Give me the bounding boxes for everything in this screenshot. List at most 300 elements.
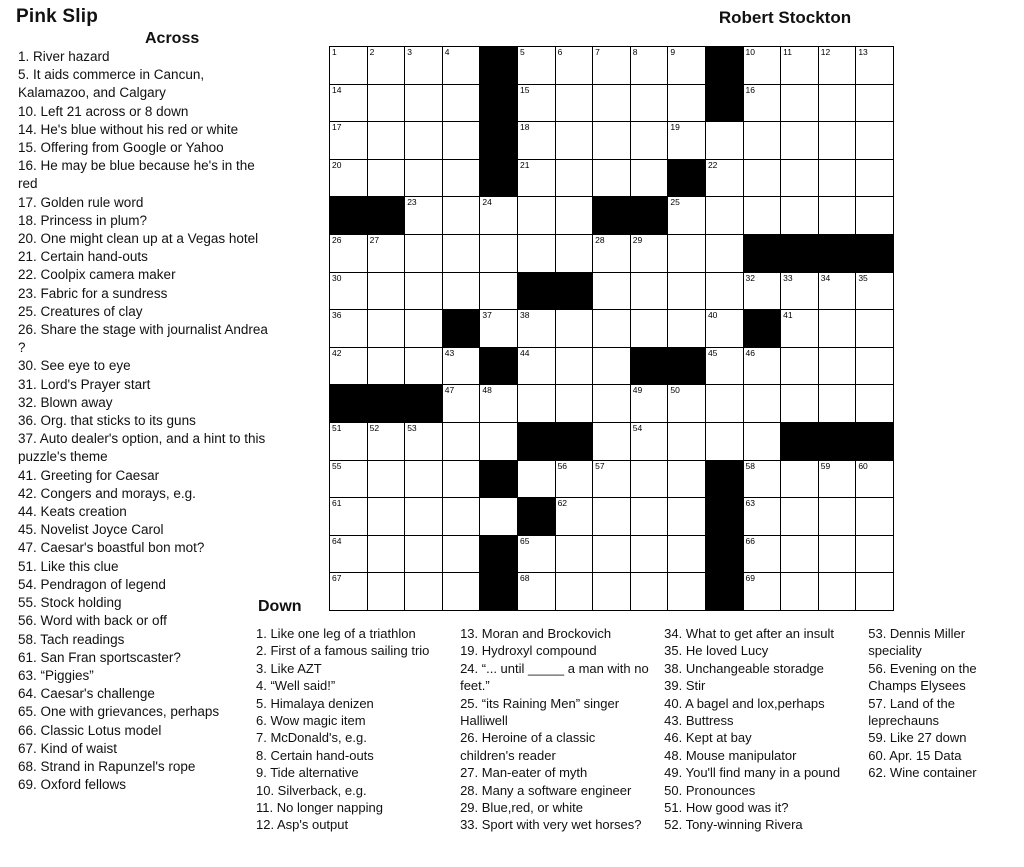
grid-cell-number: 23: [407, 197, 417, 208]
across-clue: 10. Left 21 across or 8 down: [18, 103, 189, 119]
grid-cell[interactable]: [405, 197, 443, 235]
grid-cell[interactable]: [743, 47, 781, 85]
grid-cell[interactable]: [480, 422, 518, 460]
grid-cell[interactable]: [405, 498, 443, 536]
grid-cell[interactable]: [517, 234, 555, 272]
across-clue: 22. Coolpix camera maker: [18, 267, 176, 283]
grid-cell[interactable]: [442, 84, 480, 122]
grid-cell[interactable]: [630, 159, 668, 197]
grid-row: [330, 47, 894, 85]
grid-cell[interactable]: [555, 460, 593, 498]
down-clue: 29. Blue,red, or white: [460, 800, 583, 816]
grid-cell[interactable]: [593, 47, 631, 85]
grid-cell[interactable]: [856, 535, 894, 573]
grid-cell[interactable]: [705, 347, 743, 385]
grid-cell-number: 48: [482, 385, 492, 396]
down-clue: 11. No longer napping: [256, 800, 383, 816]
grid-cell[interactable]: [593, 535, 631, 573]
grid-cell-number: 46: [745, 347, 755, 358]
grid-cell[interactable]: [555, 84, 593, 122]
grid-block: [330, 197, 368, 235]
down-clue: 10. Silverback, e.g.: [256, 782, 367, 798]
down-clue: 57. Land of the leprechauns: [868, 695, 955, 729]
grid-cell[interactable]: [405, 573, 443, 611]
grid-cell[interactable]: [668, 272, 706, 310]
grid-cell-number: 18: [519, 122, 530, 133]
across-clue: 66. Classic Lotus model: [18, 722, 162, 738]
grid-cell[interactable]: [818, 272, 856, 310]
grid-cell[interactable]: [630, 385, 668, 423]
grid-cell-number: 38: [519, 310, 530, 321]
grid-cell[interactable]: [480, 385, 518, 423]
grid-cell[interactable]: [856, 47, 894, 85]
grid-cell[interactable]: [330, 234, 368, 272]
grid-cell-number: 63: [745, 498, 755, 509]
grid-cell[interactable]: [517, 47, 555, 85]
grid-block: [480, 47, 518, 85]
across-clue: 21. Certain hand-outs: [18, 249, 148, 265]
grid-cell[interactable]: [705, 385, 743, 423]
grid-cell[interactable]: [593, 460, 631, 498]
grid-cell[interactable]: [330, 347, 368, 385]
grid-cell[interactable]: [781, 310, 819, 348]
grid-cell[interactable]: [818, 122, 856, 160]
grid-cell[interactable]: [442, 385, 480, 423]
grid-cell-number: 66: [745, 535, 755, 546]
grid-cell[interactable]: [480, 234, 518, 272]
grid-cell[interactable]: [517, 347, 555, 385]
grid-cell[interactable]: [781, 573, 819, 611]
across-clue: 42. Congers and morays, e.g.: [18, 485, 196, 501]
down-clue: 56. Evening on the Champs Elysees: [868, 660, 977, 694]
grid-cell-number: 50: [670, 385, 680, 396]
grid-cell-number: 65: [519, 535, 530, 546]
across-clue: 15. Offering from Google or Yahoo: [18, 140, 224, 156]
down-clue: 48. Mouse manipulator: [664, 747, 797, 763]
grid-cell-number: 2: [369, 47, 375, 57]
grid-cell-number: 34: [820, 272, 831, 283]
grid-cell[interactable]: [405, 272, 443, 310]
grid-cell[interactable]: [668, 197, 706, 235]
grid-cell[interactable]: [442, 47, 480, 85]
across-clue: 36. Org. that sticks to its guns: [18, 413, 196, 429]
grid-cell-number: 16: [745, 84, 755, 95]
grid-cell-number: 1: [332, 47, 337, 57]
grid-cell-number: 52: [369, 422, 380, 433]
grid-cell[interactable]: [367, 573, 405, 611]
grid-row: [330, 310, 894, 348]
grid-cell[interactable]: [555, 573, 593, 611]
grid-block: [367, 385, 405, 423]
grid-cell-number: 14: [332, 84, 342, 95]
grid-cell-number: 68: [519, 573, 530, 584]
grid-cell[interactable]: [367, 84, 405, 122]
grid-cell[interactable]: [517, 460, 555, 498]
grid-cell[interactable]: [555, 498, 593, 536]
grid-cell[interactable]: [743, 272, 781, 310]
down-clue-columns: [256, 625, 1016, 834]
grid-cell[interactable]: [593, 385, 631, 423]
grid-cell[interactable]: [856, 122, 894, 160]
down-clue: 25. “its Raining Men” singer Halliwell: [460, 695, 620, 729]
grid-cell[interactable]: [630, 310, 668, 348]
grid-cell[interactable]: [442, 272, 480, 310]
grid-cell[interactable]: [405, 460, 443, 498]
grid-cell[interactable]: [856, 385, 894, 423]
grid-cell[interactable]: [330, 310, 368, 348]
grid-cell-number: 40: [707, 310, 718, 321]
grid-cell[interactable]: [781, 535, 819, 573]
grid-cell[interactable]: [330, 422, 368, 460]
grid-block: [330, 385, 368, 423]
grid-cell[interactable]: [593, 272, 631, 310]
grid-cell[interactable]: [743, 84, 781, 122]
grid-cell[interactable]: [330, 573, 368, 611]
grid-cell[interactable]: [630, 84, 668, 122]
grid-cell[interactable]: [743, 159, 781, 197]
grid-cell[interactable]: [781, 498, 819, 536]
grid-cell-number: 27: [369, 234, 380, 245]
grid-cell[interactable]: [630, 122, 668, 160]
grid-cell[interactable]: [705, 197, 743, 235]
down-clue: 50. Pronounces: [664, 782, 756, 798]
grid-cell[interactable]: [668, 310, 706, 348]
down-clue: 59. Like 27 down: [868, 730, 967, 746]
grid-cell-number: 41: [783, 310, 793, 321]
grid-cell[interactable]: [405, 122, 443, 160]
down-clue: 2. First of a famous sailing trio: [256, 643, 430, 659]
grid-cell[interactable]: [781, 197, 819, 235]
grid-cell[interactable]: [743, 385, 781, 423]
across-clue: 18. Princess in plum?: [18, 212, 148, 228]
grid-cell[interactable]: [367, 422, 405, 460]
grid-cell[interactable]: [442, 422, 480, 460]
grid-cell-number: 60: [858, 460, 868, 471]
grid-cell[interactable]: [367, 535, 405, 573]
grid-cell[interactable]: [668, 535, 706, 573]
grid-block: [856, 422, 894, 460]
grid-cell[interactable]: [442, 460, 480, 498]
across-clue: 17. Golden rule word: [18, 194, 144, 210]
grid-cell[interactable]: [330, 498, 368, 536]
grid-cell[interactable]: [705, 159, 743, 197]
grid-cell[interactable]: [668, 47, 706, 85]
grid-cell-number: 6: [557, 47, 563, 57]
grid-cell[interactable]: [818, 159, 856, 197]
grid-cell[interactable]: [330, 272, 368, 310]
grid-cell[interactable]: [781, 84, 819, 122]
grid-cell[interactable]: [517, 385, 555, 423]
grid-cell[interactable]: [705, 310, 743, 348]
grid-block: [856, 234, 894, 272]
grid-cell[interactable]: [818, 498, 856, 536]
grid-cell[interactable]: [743, 422, 781, 460]
grid-cell[interactable]: [367, 347, 405, 385]
grid-cell[interactable]: [405, 535, 443, 573]
grid-cell[interactable]: [330, 47, 368, 85]
grid-cell-number: 26: [332, 234, 342, 245]
crossword-grid[interactable]: [329, 46, 894, 611]
grid-cell[interactable]: [555, 310, 593, 348]
grid-cell[interactable]: [517, 310, 555, 348]
grid-cell[interactable]: [517, 159, 555, 197]
down-clue: 9. Tide alternative: [256, 765, 359, 781]
grid-block: [555, 422, 593, 460]
grid-cell[interactable]: [818, 460, 856, 498]
grid-block: [593, 197, 631, 235]
grid-block: [743, 234, 781, 272]
grid-cell[interactable]: [442, 159, 480, 197]
grid-cell[interactable]: [856, 573, 894, 611]
grid-cell[interactable]: [781, 159, 819, 197]
grid-cell[interactable]: [743, 535, 781, 573]
grid-cell[interactable]: [405, 422, 443, 460]
grid-block: [480, 122, 518, 160]
across-clue-list: [18, 48, 268, 794]
grid-cell[interactable]: [630, 422, 668, 460]
grid-cell[interactable]: [593, 422, 631, 460]
grid-cell[interactable]: [517, 535, 555, 573]
grid-block: [517, 422, 555, 460]
grid-cell[interactable]: [517, 84, 555, 122]
grid-cell[interactable]: [630, 573, 668, 611]
grid-cell[interactable]: [668, 234, 706, 272]
grid-cell[interactable]: [480, 272, 518, 310]
grid-block: [668, 159, 706, 197]
grid-cell[interactable]: [367, 498, 405, 536]
grid-cell[interactable]: [555, 122, 593, 160]
grid-cell[interactable]: [517, 197, 555, 235]
grid-cell-number: 24: [482, 197, 492, 208]
grid-cell[interactable]: [818, 197, 856, 235]
grid-cell[interactable]: [480, 498, 518, 536]
down-clue: 27. Man-eater of myth: [460, 765, 588, 781]
grid-cell[interactable]: [555, 159, 593, 197]
grid-block: [705, 535, 743, 573]
grid-cell[interactable]: [818, 573, 856, 611]
grid-cell[interactable]: [668, 422, 706, 460]
grid-cell[interactable]: [555, 347, 593, 385]
grid-cell[interactable]: [630, 460, 668, 498]
grid-cell[interactable]: [818, 385, 856, 423]
grid-cell[interactable]: [442, 535, 480, 573]
grid-cell[interactable]: [517, 573, 555, 611]
grid-cell[interactable]: [818, 535, 856, 573]
grid-block: [480, 573, 518, 611]
grid-cell[interactable]: [405, 347, 443, 385]
grid-cell[interactable]: [593, 573, 631, 611]
grid-row: [330, 422, 894, 460]
grid-cell[interactable]: [856, 272, 894, 310]
grid-cell[interactable]: [405, 310, 443, 348]
grid-block: [480, 535, 518, 573]
grid-block: [405, 385, 443, 423]
grid-cell[interactable]: [668, 498, 706, 536]
across-clue: 47. Caesar's boastful bon mot?: [18, 540, 205, 556]
grid-cell[interactable]: [668, 122, 706, 160]
grid-cell[interactable]: [856, 498, 894, 536]
grid-cell[interactable]: [367, 460, 405, 498]
grid-cell-number: 67: [332, 573, 342, 584]
down-clue: 6. Wow magic item: [256, 713, 366, 729]
grid-block: [480, 84, 518, 122]
grid-cell[interactable]: [593, 498, 631, 536]
grid-cell[interactable]: [743, 197, 781, 235]
grid-cell[interactable]: [593, 234, 631, 272]
grid-cell[interactable]: [856, 347, 894, 385]
grid-cell[interactable]: [668, 385, 706, 423]
grid-cell[interactable]: [442, 197, 480, 235]
grid-cell[interactable]: [743, 460, 781, 498]
grid-cell[interactable]: [743, 498, 781, 536]
down-clue: 12. Asp's output: [256, 817, 349, 833]
grid-block: [630, 347, 668, 385]
grid-cell-number: 25: [670, 197, 680, 208]
grid-block: [781, 422, 819, 460]
grid-cell[interactable]: [480, 310, 518, 348]
grid-cell[interactable]: [856, 159, 894, 197]
grid-cell[interactable]: [856, 460, 894, 498]
grid-cell[interactable]: [856, 310, 894, 348]
down-clue: 46. Kept at bay: [664, 730, 752, 746]
across-clue: 25. Creatures of clay: [18, 303, 143, 319]
across-clue: 26. Share the stage with journalist Andrea ?: [18, 322, 268, 356]
grid-cell[interactable]: [593, 310, 631, 348]
grid-cell[interactable]: [442, 122, 480, 160]
grid-cell[interactable]: [442, 347, 480, 385]
grid-cell[interactable]: [555, 234, 593, 272]
grid-cell[interactable]: [367, 122, 405, 160]
across-clue: 20. One might clean up at a Vegas hotel: [18, 231, 259, 247]
across-clue: 69. Oxford fellows: [18, 777, 127, 793]
grid-cell-number: 15: [519, 84, 530, 95]
grid-cell-number: 62: [557, 498, 568, 509]
grid-cell[interactable]: [405, 159, 443, 197]
grid-cell[interactable]: [330, 84, 368, 122]
grid-cell[interactable]: [630, 535, 668, 573]
grid-cell-number: 64: [332, 535, 342, 546]
grid-block: [517, 272, 555, 310]
grid-cell[interactable]: [818, 347, 856, 385]
grid-cell[interactable]: [442, 573, 480, 611]
grid-cell[interactable]: [480, 197, 518, 235]
grid-cell[interactable]: [818, 310, 856, 348]
grid-cell[interactable]: [555, 197, 593, 235]
grid-cell[interactable]: [781, 385, 819, 423]
down-clue: 26. Heroine of a classic children's reader: [460, 730, 596, 763]
grid-row: [330, 347, 894, 385]
grid-cell[interactable]: [668, 460, 706, 498]
grid-cell[interactable]: [555, 385, 593, 423]
grid-cell[interactable]: [367, 159, 405, 197]
grid-cell[interactable]: [818, 47, 856, 85]
grid-block: [480, 159, 518, 197]
grid-cell[interactable]: [705, 272, 743, 310]
grid-cell[interactable]: [330, 460, 368, 498]
grid-cell[interactable]: [781, 272, 819, 310]
grid-cell[interactable]: [442, 498, 480, 536]
grid-cell[interactable]: [330, 122, 368, 160]
grid-cell[interactable]: [593, 159, 631, 197]
grid-cell[interactable]: [856, 84, 894, 122]
grid-cell[interactable]: [330, 535, 368, 573]
grid-cell-number: 10: [745, 47, 755, 57]
grid-cell[interactable]: [593, 347, 631, 385]
grid-cell[interactable]: [743, 573, 781, 611]
grid-cell-number: 44: [519, 347, 530, 358]
grid-row: [330, 385, 894, 423]
down-clue: 1. Like one leg of a triathlon: [256, 626, 416, 641]
grid-cell[interactable]: [405, 47, 443, 85]
grid-cell[interactable]: [856, 197, 894, 235]
grid-cell[interactable]: [593, 122, 631, 160]
down-clue: 43. Buttress: [664, 713, 734, 729]
across-clue: 58. Tach readings: [18, 631, 125, 647]
down-clue: 19. Hydroxyl compound: [460, 643, 597, 659]
grid-cell-number: 13: [858, 47, 868, 57]
grid-row: [330, 535, 894, 573]
grid-cell-number: 42: [332, 347, 342, 358]
grid-cell-number: 7: [595, 47, 600, 57]
grid-cell-number: 43: [444, 347, 455, 358]
grid-cell[interactable]: [330, 159, 368, 197]
grid-cell[interactable]: [781, 47, 819, 85]
grid-cell[interactable]: [705, 422, 743, 460]
grid-cell[interactable]: [593, 84, 631, 122]
grid-cell[interactable]: [668, 573, 706, 611]
grid-block: [705, 84, 743, 122]
down-clue: 28. Many a software engineer: [460, 782, 632, 798]
grid-cell[interactable]: [743, 347, 781, 385]
grid-cell-number: 20: [332, 159, 342, 170]
grid-cell-number: 69: [745, 573, 755, 584]
grid-cell[interactable]: [818, 84, 856, 122]
grid-cell[interactable]: [630, 498, 668, 536]
grid-cell[interactable]: [781, 122, 819, 160]
across-clue: 64. Caesar's challenge: [18, 686, 155, 702]
grid-cell[interactable]: [367, 47, 405, 85]
grid-cell[interactable]: [705, 122, 743, 160]
grid-cell[interactable]: [630, 234, 668, 272]
grid-cell[interactable]: [705, 234, 743, 272]
grid-cell[interactable]: [555, 47, 593, 85]
grid-cell[interactable]: [367, 310, 405, 348]
grid-cell[interactable]: [442, 234, 480, 272]
grid-cell[interactable]: [781, 347, 819, 385]
grid-block: [743, 310, 781, 348]
down-clue: 51. How good was it?: [664, 800, 789, 816]
grid-cell[interactable]: [781, 460, 819, 498]
across-clue: 1. River hazard: [18, 49, 110, 64]
grid-cell[interactable]: [367, 234, 405, 272]
grid-block: [480, 460, 518, 498]
grid-cell[interactable]: [405, 84, 443, 122]
grid-block: [705, 460, 743, 498]
grid-cell[interactable]: [630, 272, 668, 310]
grid-block: [630, 197, 668, 235]
grid-cell[interactable]: [517, 122, 555, 160]
down-clue-column: [256, 625, 448, 834]
grid-cell-number: 33: [783, 272, 793, 283]
grid-cell-number: 56: [557, 460, 568, 471]
grid-cell[interactable]: [555, 535, 593, 573]
grid-cell[interactable]: [630, 47, 668, 85]
across-clue: 32. Blown away: [18, 394, 113, 410]
grid-cell[interactable]: [743, 122, 781, 160]
grid-cell[interactable]: [668, 84, 706, 122]
grid-cell[interactable]: [367, 272, 405, 310]
grid-cell[interactable]: [405, 234, 443, 272]
